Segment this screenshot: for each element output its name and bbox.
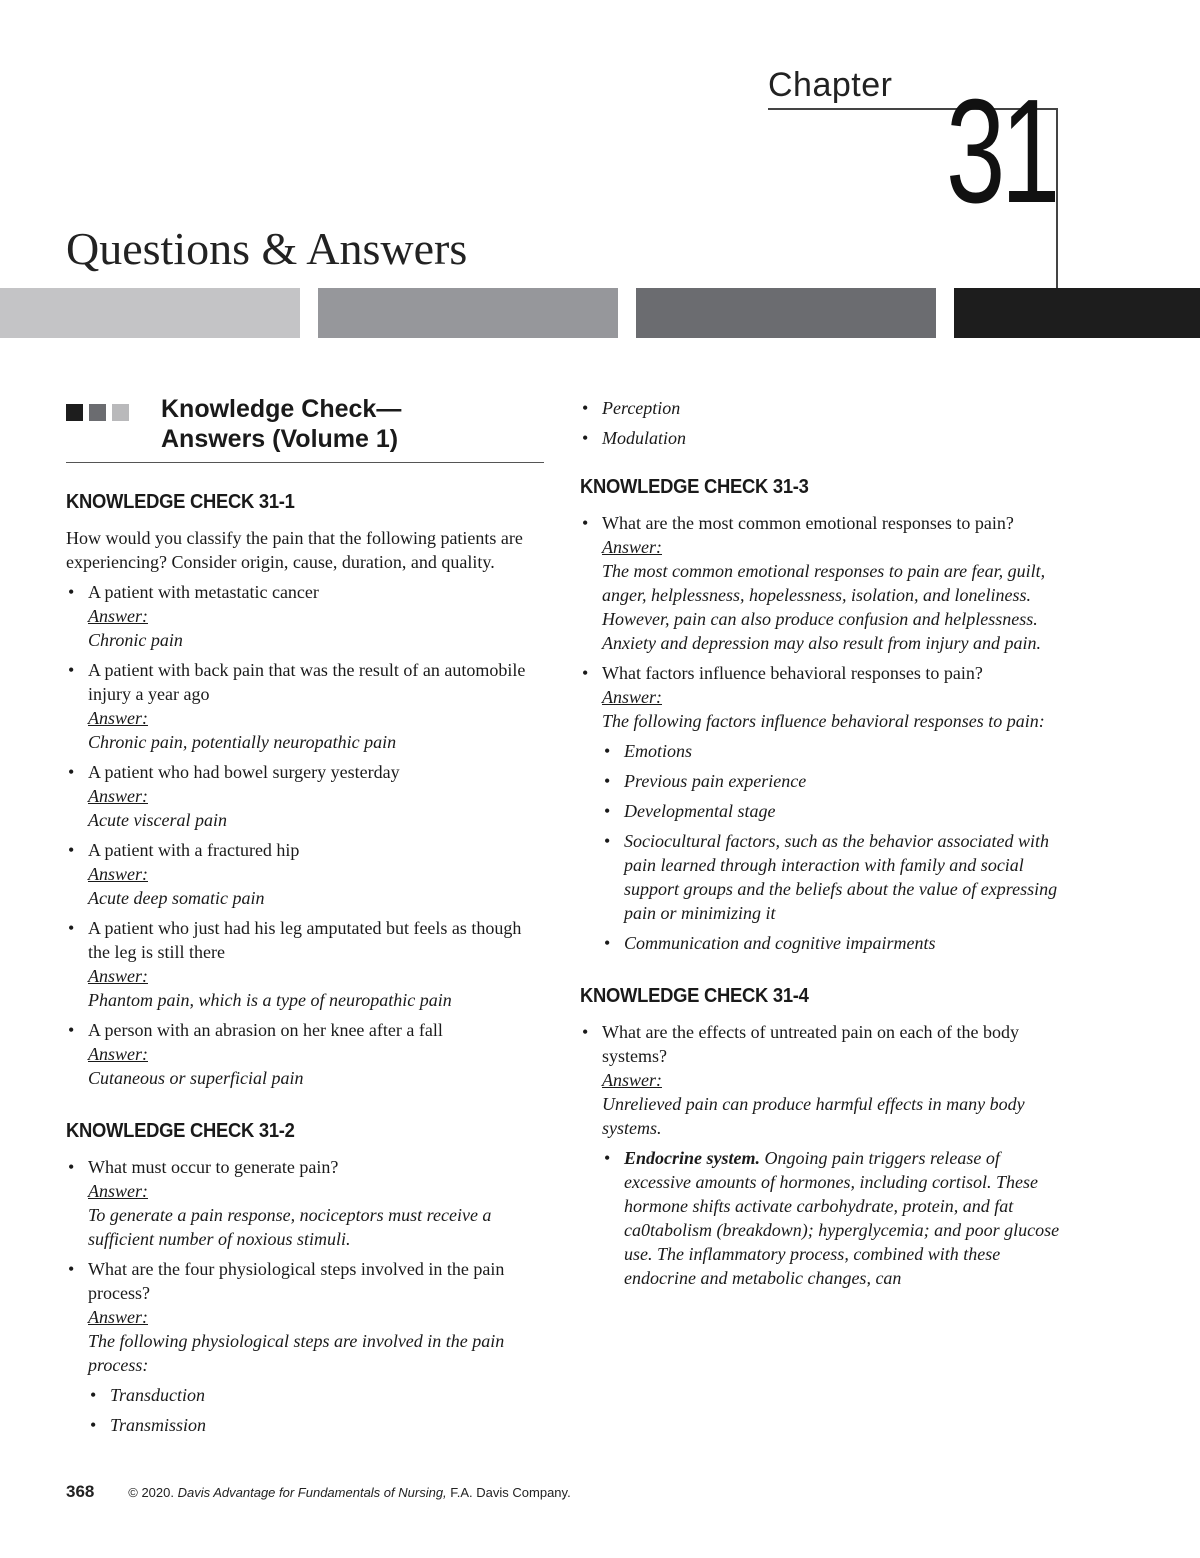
sub-item-lead: Endocrine system. (624, 1148, 761, 1168)
decorative-band-medium (318, 288, 618, 338)
sub-item: • Previous pain experience (602, 769, 1060, 793)
answer: The following physiological steps are involved in the pain process: (88, 1331, 505, 1375)
question: What factors influence behavioral responses to pain? (602, 663, 983, 683)
right-column (580, 396, 1060, 1296)
sub-list (602, 739, 1060, 955)
answer-label: Answer: (602, 1070, 662, 1090)
answer: The following factors influence behavioral responses to pain: (602, 711, 1045, 731)
question: A patient with back pain that was the result of an automobile injury a year ago (88, 660, 526, 704)
question: What are the four physiological steps involved in the pain process? (88, 1259, 505, 1303)
question: What are the effects of untreated pain on each of the body systems? (602, 1022, 1019, 1066)
heading-line-2: Answers (Volume 1) (161, 425, 399, 453)
question: What are the most common emotional responses to pain? (602, 513, 1014, 533)
answer: Chronic pain (88, 630, 183, 650)
question: A patient with a fractured hip (88, 840, 300, 860)
question: A patient who just had his leg amputated but feels as though the leg is still there (88, 918, 522, 962)
copyright-year: © 2020. (128, 1485, 178, 1500)
page-title: Questions & Answers (66, 223, 468, 274)
decorative-band-dark (636, 288, 936, 338)
kc3-title: KNOWLEDGE CHECK 31-3 (580, 476, 809, 498)
decorative-band-black (954, 288, 1200, 338)
answer: Unrelieved pain can produce harmful effects in many body systems. (602, 1094, 1025, 1138)
list-item (66, 838, 544, 910)
sub-item: • Emotions (602, 739, 1060, 763)
answer: Phantom pain, which is a type of neuropathic pain (88, 990, 452, 1010)
answer-label: Answer: (88, 1307, 148, 1327)
answer: Cutaneous or superficial pain (88, 1068, 304, 1088)
kc2-continued-list (580, 396, 1060, 450)
sub-list (602, 1146, 1060, 1290)
knowledge-check-heading-block (66, 392, 544, 454)
answer-label: Answer: (88, 708, 148, 728)
list-item (66, 658, 544, 754)
list-item (66, 1018, 544, 1090)
answer-label: Answer: (602, 687, 662, 707)
question: A patient who had bowel surgery yesterday (88, 762, 400, 782)
answer-label: Answer: (88, 966, 148, 986)
answer: To generate a pain response, nociceptors must receive a sufficient number of noxious stimuli. (88, 1205, 492, 1249)
kc3-list (580, 511, 1060, 955)
book-title: Davis Advantage for Fundamentals of Nursing, (177, 1485, 447, 1500)
sub-list (88, 1383, 544, 1437)
kc1-intro: How would you classify the pain that the following patients are experiencing? Consider origin, cause, duration, and quality. (66, 528, 523, 572)
answer-label: Answer: (88, 864, 148, 884)
square-black-icon (66, 404, 83, 421)
answer: The most common emotional responses to pain are fear, guilt, anger, helplessness, hopelessness, isolation, and loneliness. However, pain can also produce confusion and helplessness. Anxiety and depression may also result from injury and pain. (602, 561, 1046, 653)
heading-line-1: Knowledge Check— (161, 395, 402, 423)
list-item (66, 1257, 544, 1437)
sub-item: • Modulation (580, 426, 1060, 450)
answer: Acute visceral pain (88, 810, 227, 830)
kc2-list (66, 1155, 544, 1437)
sub-item-text: Ongoing pain triggers release of excessive amounts of hormones, including cortisol. These hormone shifts activate carbohydrate, protein, and fat ca0tabolism (breakdown); hyperglycemia; and poor glucose use. The inflammatory process, combined with these endocrine and metabolic changes, can (624, 1148, 1060, 1288)
answer-label: Answer: (602, 537, 662, 557)
copyright-notice (128, 1485, 570, 1500)
page-number: 368 (66, 1482, 95, 1501)
chapter-vertical-rule (1056, 108, 1058, 288)
question: A person with an abrasion on her knee after a fall (88, 1020, 443, 1040)
sub-item: • Transduction (88, 1383, 544, 1407)
sub-item: • Developmental stage (602, 799, 1060, 823)
list-item (580, 511, 1060, 655)
answer-label: Answer: (88, 1044, 148, 1064)
question: What must occur to generate pain? (88, 1157, 339, 1177)
answer-label: Answer: (88, 606, 148, 626)
knowledge-check-heading (161, 394, 401, 454)
sub-item: • Transmission (88, 1413, 544, 1437)
kc4-list (580, 1020, 1060, 1290)
heading-rule (66, 462, 544, 463)
chapter-label: Chapter (768, 66, 893, 104)
sub-item (602, 1146, 1060, 1290)
list-item (580, 661, 1060, 955)
decorative-band-light (0, 288, 300, 338)
kc1-title: KNOWLEDGE CHECK 31-1 (66, 491, 295, 513)
sub-item: • Communication and cognitive impairments (602, 931, 1060, 955)
answer-label: Answer: (88, 786, 148, 806)
answer: Chronic pain, potentially neuropathic pain (88, 732, 397, 752)
square-gray-icon (89, 404, 106, 421)
list-item (66, 580, 544, 652)
square-light-icon (112, 404, 129, 421)
question: A patient with metastatic cancer (88, 582, 319, 602)
list-item (66, 1155, 544, 1251)
page-footer (66, 1482, 571, 1502)
chapter-number: 31 (946, 69, 1056, 234)
list-item (580, 1020, 1060, 1290)
kc4-title: KNOWLEDGE CHECK 31-4 (580, 985, 809, 1007)
list-item (66, 760, 544, 832)
answer-label: Answer: (88, 1181, 148, 1201)
answer: Acute deep somatic pain (88, 888, 265, 908)
sub-item: • Perception (580, 396, 1060, 420)
kc2-title: KNOWLEDGE CHECK 31-2 (66, 1120, 295, 1142)
kc1-list (66, 580, 544, 1090)
left-column (66, 392, 544, 1443)
publisher: F.A. Davis Company. (446, 1485, 571, 1500)
sub-item: • Sociocultural factors, such as the behavior associated with pain learned through interaction with family and social support groups and the beliefs about the value of expressing pain or minimizing it (602, 829, 1060, 925)
list-item (66, 916, 544, 1012)
heading-squares-icon (66, 404, 135, 426)
